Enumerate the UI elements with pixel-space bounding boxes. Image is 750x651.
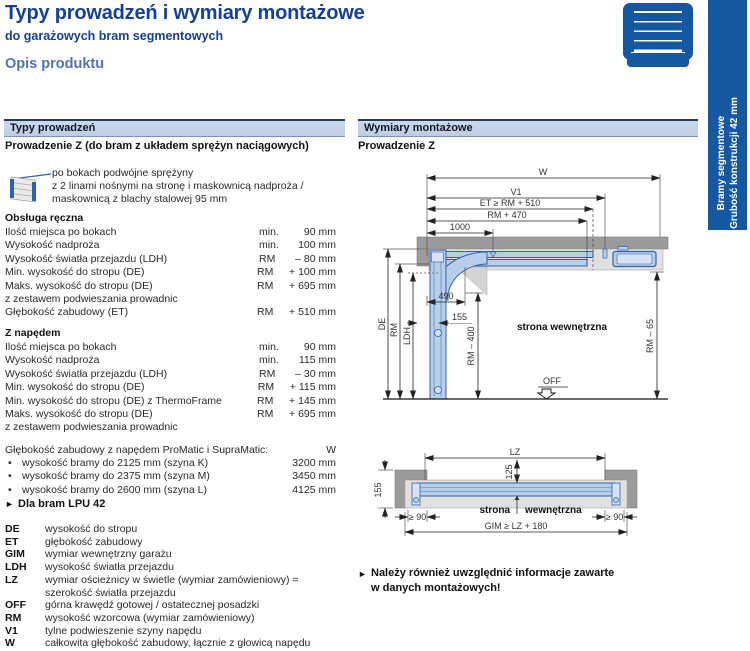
table-row: Min. wysokość do stropu (DE) z ThermoFrame RM + 145 mm xyxy=(5,394,336,407)
powered-title: Z napędem xyxy=(5,327,61,339)
legend-item: ET głębokość zabudowy xyxy=(5,535,143,548)
legend-item: V1 tylne podwieszenie szyny napędu xyxy=(5,624,202,637)
legend-item: DE wysokość do stropu xyxy=(5,523,138,535)
top-roller-bracket xyxy=(432,252,444,262)
side-tab xyxy=(708,0,747,230)
legend-item: LZ wymiar ościeżnicy w świetle (wymiar zamówieniowy) = szerokość światła przejazdu xyxy=(5,573,299,599)
dim-label-1000: 1000 xyxy=(449,222,471,232)
arrow-right-icon: ► xyxy=(5,499,14,509)
section-header-track-types: Typy prowadzeń xyxy=(4,119,345,137)
lpu-note: ► Dla bram LPU 42 xyxy=(5,498,106,510)
mounting-z-heading: Prowadzenie Z xyxy=(358,140,436,152)
mounting-note xyxy=(358,566,678,595)
dim-label-rm65: RM – 65 xyxy=(645,318,655,354)
ceiling-slab xyxy=(417,237,668,249)
legend-item: LDH wysokość światła przejazdu xyxy=(5,561,174,574)
dim-label-ldh: LDH xyxy=(402,326,412,346)
track-z-heading: Prowadzenie Z (do bram z układem sprężyn naciągowych) xyxy=(5,140,309,152)
dim-label-gim: GIM ≥ LZ + 180 xyxy=(484,521,548,531)
rear-hanger xyxy=(603,249,607,258)
section-header-mounting-dims: Wymiary montażowe xyxy=(358,119,698,137)
intro-line3: maskownicą z blachy stalowej 95 mm xyxy=(52,193,228,205)
page-section-label: Opis produktu xyxy=(5,56,105,72)
door-panel xyxy=(418,483,614,496)
dim-label-90-right: ≥ 90 xyxy=(605,512,624,522)
powered-table xyxy=(5,341,336,435)
mounting-note-line2: w danych montażowych! xyxy=(371,582,501,594)
depth-header-row: Głębokość zabudowy z napędem ProMatic i SupraMatic: W xyxy=(5,444,336,456)
side-tab-text xyxy=(715,97,741,229)
manual-table xyxy=(5,226,336,320)
table-row: Maks. wysokość do stropu (DE) RM + 695 mm xyxy=(5,408,336,421)
dim-label-490: 490 xyxy=(438,291,454,301)
table-row: z zestawem podwieszania prowadnic xyxy=(5,293,178,306)
intro-text xyxy=(52,167,304,210)
dim-label-155: 155 xyxy=(452,312,468,322)
off-floor-arrow xyxy=(538,389,555,399)
page-subtitle: do garażowych bram segmentowych xyxy=(5,29,224,43)
off-label: OFF xyxy=(543,376,561,386)
page-title: Typy prowadzeń i wymiary montażowe xyxy=(5,2,365,24)
dim-label-lz: LZ xyxy=(509,447,521,457)
dim-label-rm: RM xyxy=(389,323,399,337)
legend-item: W całkowita głębokość zabudowy, łącznie z głowicą napędu xyxy=(5,637,311,650)
table-row: Min. wysokość do stropu (DE) RM + 115 mm xyxy=(5,381,336,394)
motor-mount xyxy=(618,247,628,251)
table-row: Wysokość światła przejazdu (LDH) RM – 80 mm xyxy=(5,252,336,265)
dim-label-et: ET ≥ RM + 510 xyxy=(479,198,541,208)
diagram-plan-section xyxy=(355,440,700,550)
horizontal-track xyxy=(431,252,593,258)
diagram-vertical-section xyxy=(355,168,700,430)
vertical-track xyxy=(430,250,446,399)
legend xyxy=(5,523,336,650)
legend-item: OFF górna krawędź gotowej / ostatecznej posadzki xyxy=(5,599,260,612)
dim-label-v1: V1 xyxy=(510,187,522,197)
dim-label-rm470: RM + 470 xyxy=(487,210,527,220)
inner-side-label: strona wewnętrzna xyxy=(516,322,608,333)
dim-label-125: 125 xyxy=(504,464,514,480)
mounting-note-line1: Należy również uwzględnić informacje zawarte xyxy=(371,567,615,579)
legend-item: RM wysokość wzorcowa (wymiar zamówieniowy) xyxy=(5,611,255,624)
depth-block xyxy=(5,444,336,497)
intro-line2: z 2 linami nośnymi na stronę i maskownicą nadproża / xyxy=(52,180,304,192)
tilted-door-icon xyxy=(5,167,52,210)
side-tab-line1: Bramy segmentowe xyxy=(715,115,727,211)
dim-label-90-left: ≥ 90 xyxy=(408,512,427,522)
list-item: • wysokość bramy do 2375 mm (szyna M) 3450 mm xyxy=(5,470,336,483)
dim-label-de: DE xyxy=(377,317,387,331)
table-row: Wysokość światła przejazdu (LDH) RM – 30 mm xyxy=(5,367,336,380)
intro-block xyxy=(5,167,336,210)
legend-item: GIM wymiar wewnętrzny garażu xyxy=(5,548,172,561)
table-row: Maks. wysokość do stropu (DE) RM + 695 mm xyxy=(5,279,336,292)
sectional-door-icon xyxy=(623,3,693,70)
table-row: z zestawem podwieszania prowadnic xyxy=(5,421,178,434)
table-row: Ilość miejsca po bokach min. 90 mm xyxy=(5,226,336,238)
roller xyxy=(435,387,442,394)
table-row: Ilość miejsca po bokach min. 90 mm xyxy=(5,341,336,353)
arrow-right-icon: ► xyxy=(358,569,367,579)
roller xyxy=(435,330,442,337)
dim-label-rm400: RM – 400 xyxy=(466,326,476,366)
manual-title: Obsługa ręczna xyxy=(5,212,84,224)
side-tab-line2: Grubość konstrukcji 42 mm xyxy=(728,97,740,229)
table-row: Głębokość zabudowy (ET) RM + 510 mm xyxy=(5,306,336,319)
inner-side-label-1: strona xyxy=(479,505,510,516)
table-row: Wysokość nadproża min. 100 mm xyxy=(5,239,336,252)
inner-side-label-2: wewnętrzna xyxy=(525,505,582,516)
dim-label-w: W xyxy=(538,168,548,177)
table-row: Wysokość nadproża min. 115 mm xyxy=(5,354,336,367)
table-row: Min. wysokość do stropu (DE) RM + 100 mm xyxy=(5,266,336,279)
list-item: • wysokość bramy do 2125 mm (szyna K) 3200 mm xyxy=(5,457,336,470)
list-item: • wysokość bramy do 2600 mm (szyna L) 4125 mm xyxy=(5,484,336,497)
intro-line1: po bokach podwójne sprężyny xyxy=(52,167,194,179)
dim-label-155: 155 xyxy=(373,482,383,498)
